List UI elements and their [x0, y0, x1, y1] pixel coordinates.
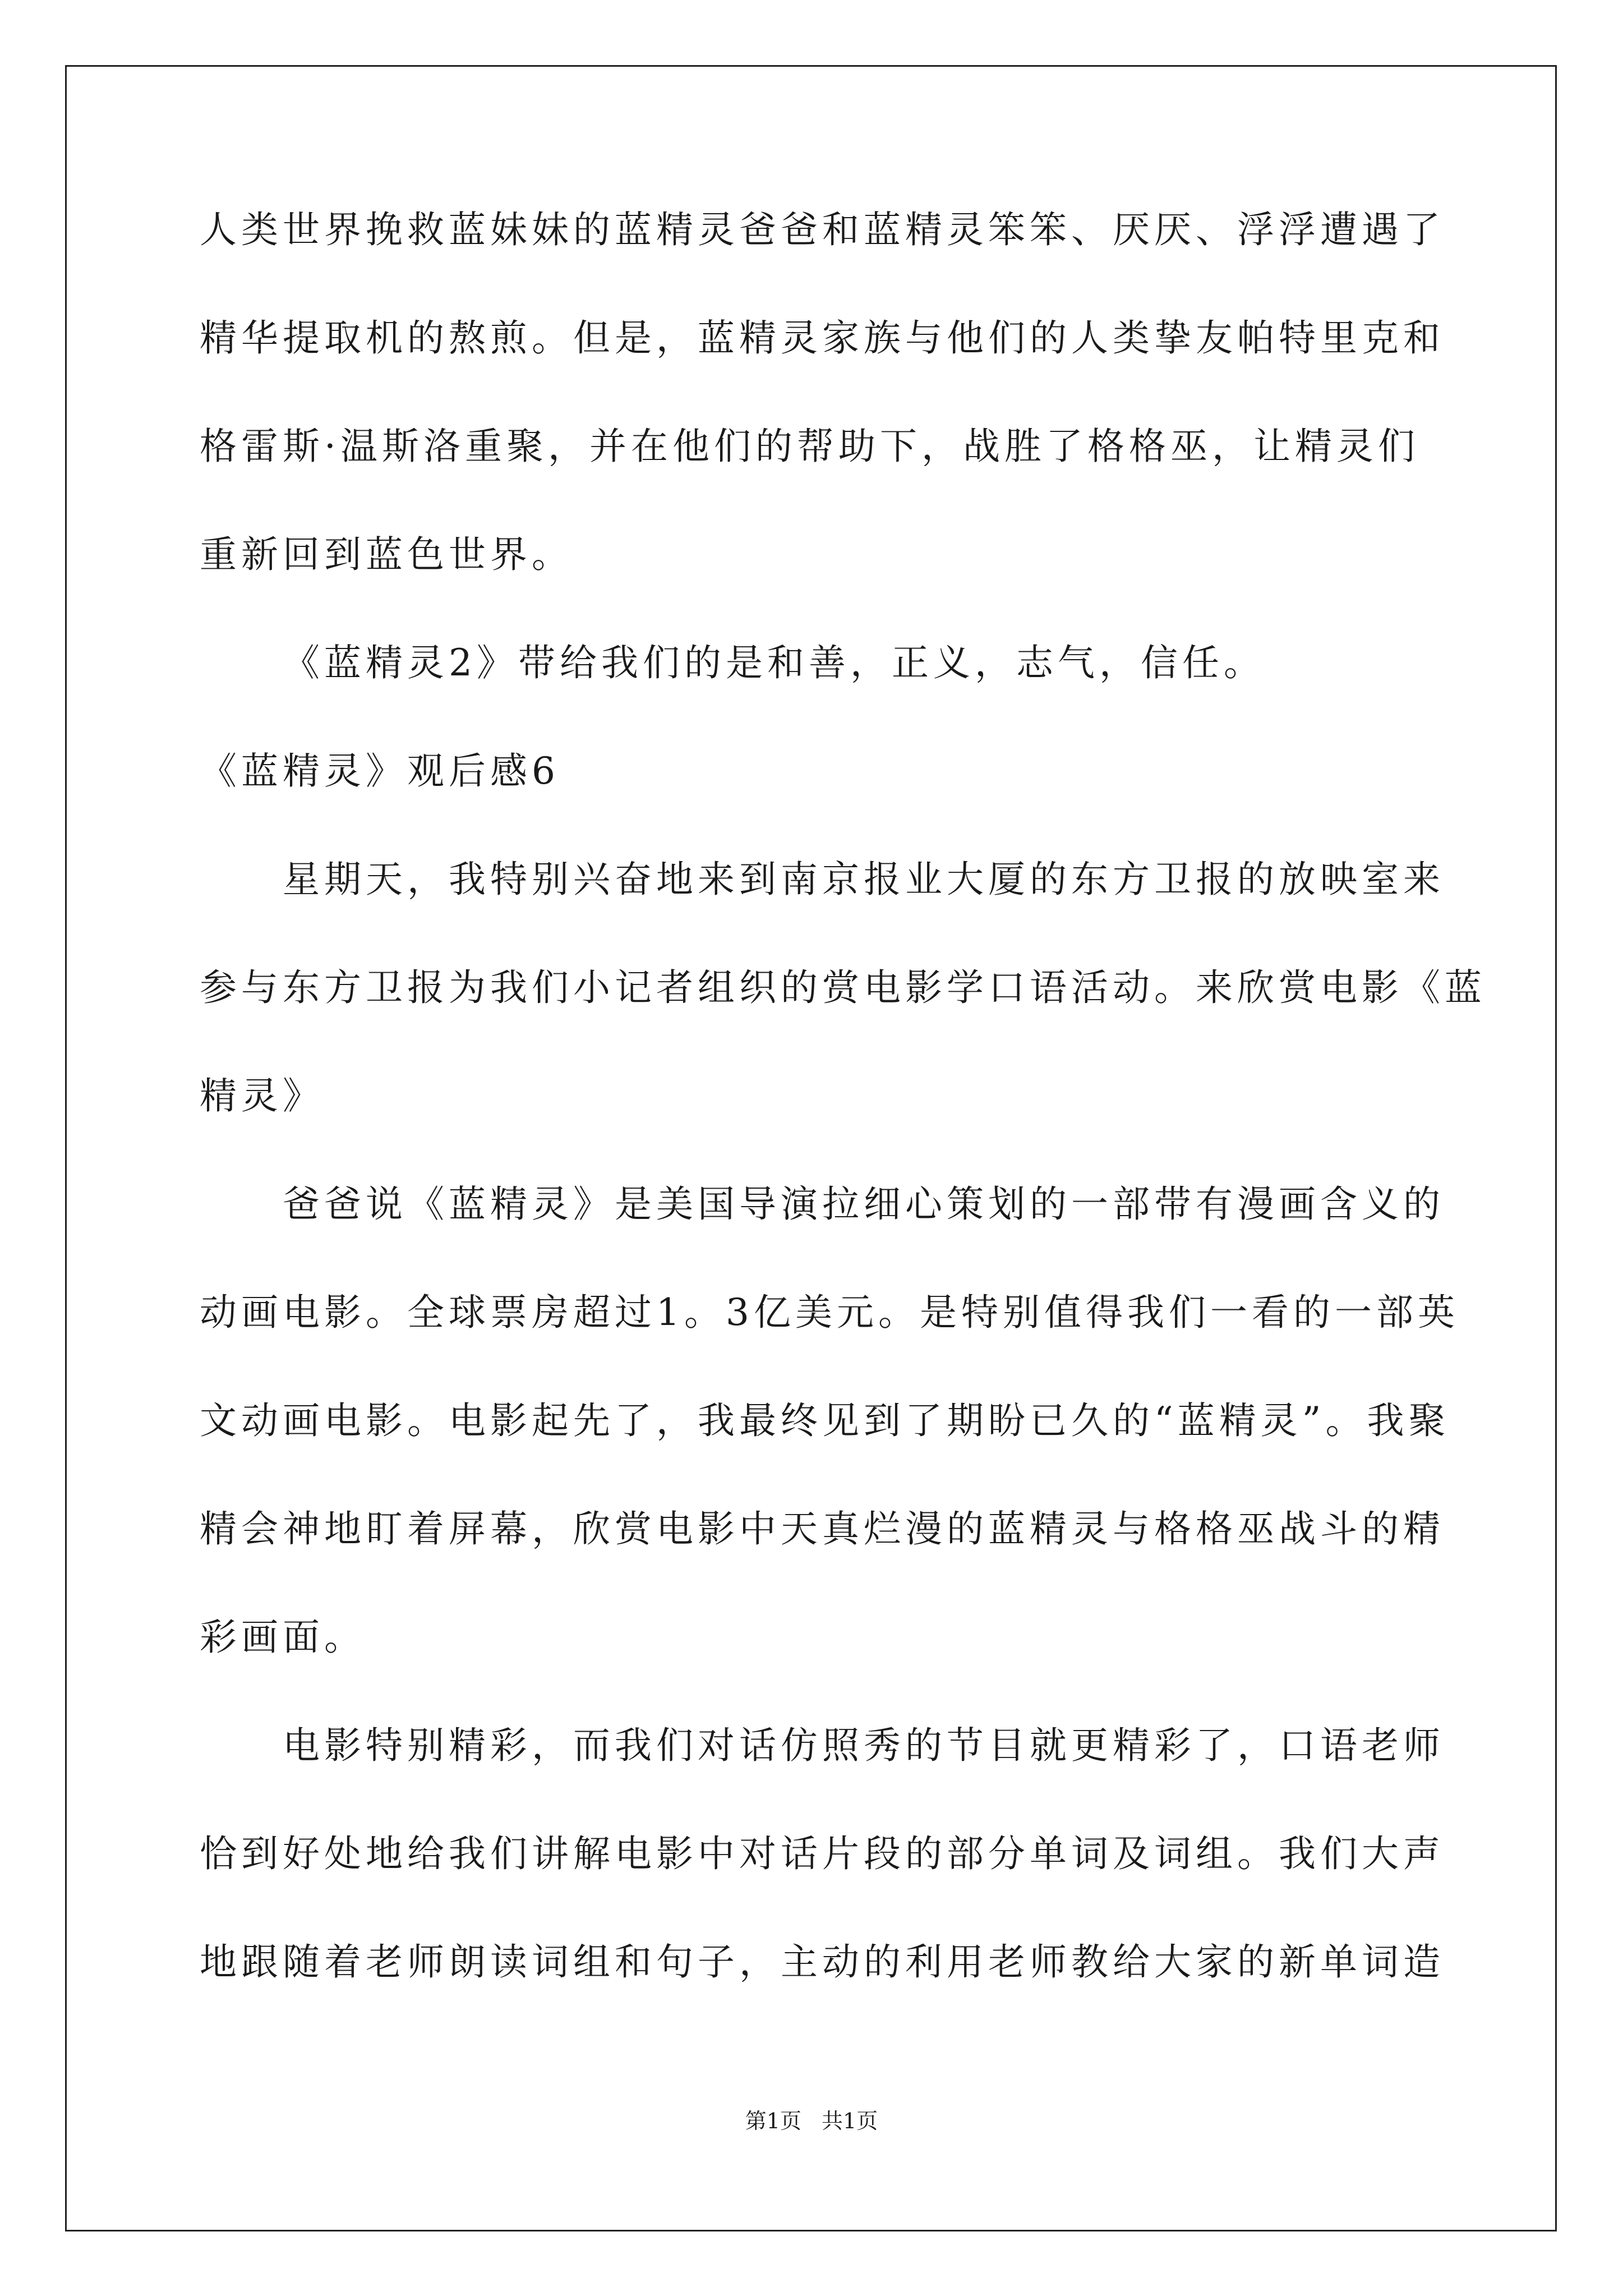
text-line: 电影特别精彩，而我们对话仿照秀的节目就更精彩了，口语老师	[283, 1724, 1445, 1767]
text-line: 参与东方卫报为我们小记者组织的赏电影学口语活动。来欣赏电影《蓝	[200, 966, 1486, 1009]
page-border	[65, 65, 1557, 2231]
text-line: 彩画面。	[200, 1616, 366, 1659]
page-number: 第1页	[745, 2109, 801, 2133]
text-line: 精灵》	[200, 1074, 324, 1117]
text-line: 爸爸说《蓝精灵》是美国导演拉细心策划的一部带有漫画含义的	[283, 1182, 1445, 1226]
text-line: 恰到好处地给我们讲解电影中对话片段的部分单词及词组。我们大声	[200, 1832, 1445, 1875]
text-line: 《蓝精灵2》带给我们的是和善，正义，志气，信任。	[283, 641, 1265, 684]
text-line: 星期天，我特别兴奋地来到南京报业大厦的东方卫报的放映室来	[283, 858, 1445, 901]
text-line: 精会神地盯着屏幕，欣赏电影中天真烂漫的蓝精灵与格格巫战斗的精	[200, 1507, 1445, 1550]
text-line: 精华提取机的熬煎。但是，蓝精灵家族与他们的人类挚友帕特里克和	[200, 316, 1445, 360]
text-line: 人类世界挽救蓝妹妹的蓝精灵爸爸和蓝精灵笨笨、厌厌、浮浮遭遇了	[200, 208, 1445, 251]
page-footer	[0, 2107, 1623, 2135]
section-heading: 《蓝精灵》观后感6	[200, 749, 560, 793]
text-line: 文动画电影。电影起先了，我最终见到了期盼已久的“蓝精灵”。我聚	[200, 1399, 1450, 1442]
page-total: 共1页	[822, 2109, 878, 2133]
text-line: 重新回到蓝色世界。	[200, 533, 573, 576]
text-line: 格雷斯·温斯洛重聚，并在他们的帮助下，战胜了格格巫，让精灵们	[200, 425, 1419, 468]
text-line: 动画电影。全球票房超过1。3亿美元。是特别值得我们一看的一部英	[200, 1291, 1459, 1334]
text-line: 地跟随着老师朗读词组和句子，主动的利用老师教给大家的新单词造	[200, 1940, 1445, 1984]
